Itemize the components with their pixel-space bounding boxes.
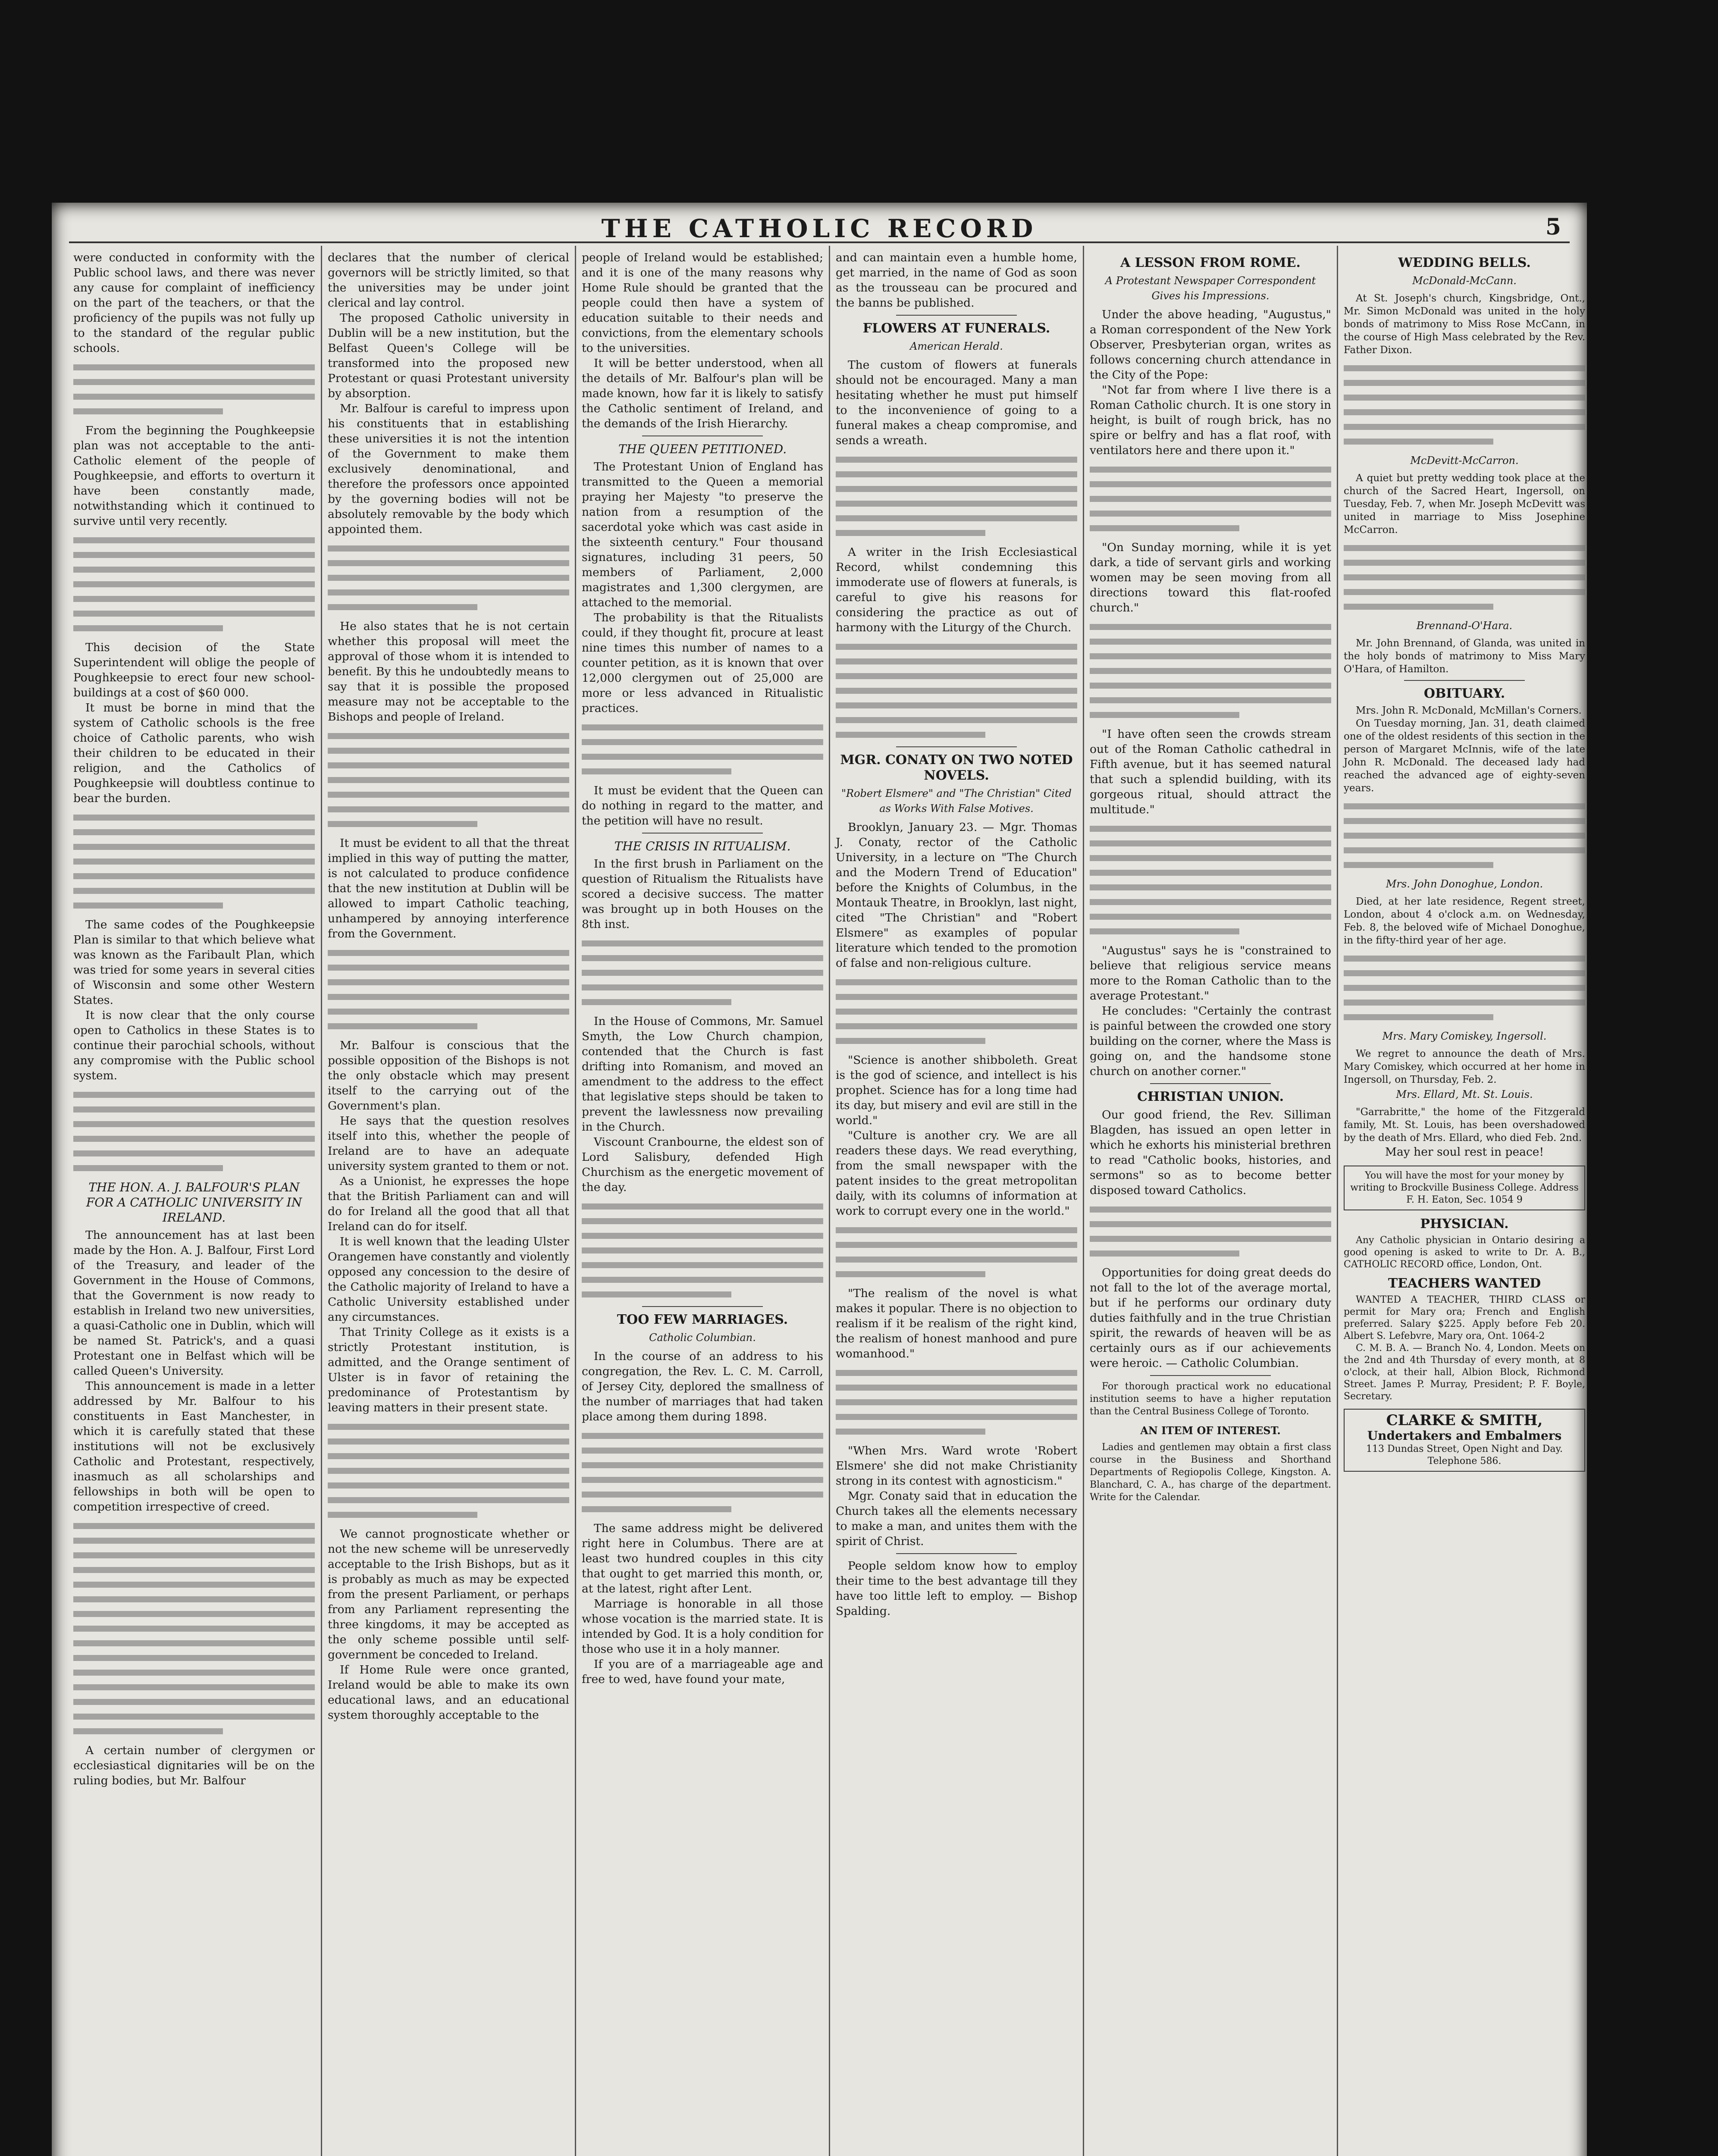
column-2 [328,250,569,1723]
section-heading: PHYSICIAN. [1420,1216,1509,1232]
text-lines [1344,956,1585,1020]
text-lines [582,1203,823,1297]
paragraph: It must be evident that the Queen can do nothing in regard to the matter, and the petition will have no result. [582,784,823,827]
section-heading: TOO FEW MARRIAGES. [617,1312,788,1327]
paragraph: were conducted in conformity with the Public school laws, and there was never any cause for complaint of inefficiency on the part of the teachers, or that the proficiency of the pupils was not fully up to the standard of the regular public schools. [73,251,315,355]
section-heading: A LESSON FROM ROME. [1120,255,1301,270]
paragraph: For thorough practical work no educational institution seems to have a higher reputation than the Central Business College of Toronto. [1090,1381,1331,1417]
subheading: Mrs. John Donoghue, London. [1386,878,1543,890]
section-heading: AN ITEM OF INTEREST. [1140,1424,1281,1437]
subheading: McDonald-McCann. [1412,275,1517,287]
paragraph: People seldom know how to employ their time to the best advantage till they have too little left to employ. — Bishop Spalding. [836,1559,1077,1618]
section-heading: WEDDING BELLS. [1398,255,1531,270]
text-lines [328,1424,569,1518]
section-heading: THE QUEEN PETITIONED. [618,442,787,456]
text-lines [836,979,1077,1044]
column-3 [582,250,823,1687]
paragraph: Viscount Cranbourne, the eldest son of Lord Salisbury, defended High Churchism as the energetic movement of the day. [582,1135,823,1194]
text-lines [73,1523,315,1734]
paragraph: "Culture is another cry. We are all readers these days. We read everything, from the small newspaper with the patent insides to the great metropolitan daily, with its columns of information at work to corrupt every one in the world." [836,1129,1077,1218]
column-1 [73,250,315,1788]
paragraph: "The realism of the novel is what makes it popular. There is no objection to realism if it be realism of the right kind, the realism of honest manhood and pure womanhood." [836,1287,1077,1360]
paragraph: The custom of flowers at funerals should not be encouraged. Many a man hesitating whether he must put himself to the inconvenience of going to a funeral makes a cheap compromise, and sends a wreath. [836,358,1077,447]
subheading: McDevitt-McCarron. [1410,454,1519,467]
paragraph: C. M. B. A. — Branch No. 4, London. Meets on the 2nd and 4th Thursday of every month, at 8 o'clock, at their hall, Albion Block, Richmond Street. James P. Murray, President; P. F. Boyle, Secretary. [1344,1343,1585,1402]
section-heading: MGR. CONATY ON TWO NOTED NOVELS. [840,752,1073,783]
divider [1404,680,1525,681]
page-number: 5 [1545,214,1561,240]
paragraph: This decision of the State Superintendent will oblige the people of Poughkeepsie to erect four new school-buildings at a cost of $60 000. [73,641,315,699]
paragraph: It is now clear that the only course open to Catholics in these States is to continue their parochial schools, without any compromise with the Public school system. [73,1009,315,1082]
text-lines [328,545,569,610]
paragraph: A certain number of clergymen or ecclesiastical dignitaries will be on the ruling bodies, but Mr. Balfour [73,1744,315,1787]
paragraph: WANTED A TEACHER, THIRD CLASS or permit for Mary ora; French and English preferred. Salary $225. Apply before Feb 20. Albert S. Lefebvre, Mary ora, Ont. 1064-2 [1344,1294,1585,1341]
paragraph: If you are of a marriageable age and free to wed, have found your mate, [582,1658,823,1686]
text-lines [1344,545,1585,610]
paragraph: The probability is that the Ritualists could, if they thought fit, procure at least nine times this number of names to a counter petition, as it is known that over 12,000 clergymen out of 25,000 are more or less advanced in Ritualistic practices. [582,611,823,715]
newspaper-title: THE CATHOLIC RECORD [601,214,1038,243]
text-lines [73,364,315,414]
paragraph: declares that the number of clerical governors will be strictly limited, so that the universities may be under joint clerical and lay control. [328,251,569,310]
column-rule [1083,246,1084,2156]
paragraph: Mrs. John R. McDonald, McMillan's Corners. [1356,705,1582,716]
paragraph: The announcement has at last been made by the Hon. A. J. Balfour, First Lord of the Treasury, and leader of the Government in the House of Commons, that the Government is now ready to establish in Ireland two new universities, a quasi-Catholic one in Dublin, which will be named St. Patrick's, and a quasi Protestant one in Belfast which will be called Queen's University. [73,1228,315,1378]
text-lines [73,1092,315,1171]
paragraph: As a Unionist, he expresses the hope that the British Parliament can and will do for Ireland all the good that all that Ireland can do for itself. [328,1175,569,1233]
paragraph: Mr. Balfour is conscious that the possible opposition of the Bishops is not the only obstacle which may present itself to the carrying out of the Government's plan. [328,1039,569,1112]
paragraph: It will be better understood, when all the details of Mr. Balfour's plan will be made known, how far it is likely to satisfy the Catholic sentiment of Ireland, and the demands of the Irish Hierarchy. [582,357,823,430]
divider [896,1553,1017,1554]
paragraph: That Trinity College as it exists is a strictly Protestant institution, is admitted, and the Orange sentiment of Ulster is in favor of retaining the predominance of Protestantism by leaving matters in their present state. [328,1326,569,1414]
subheading: Mrs. Mary Comiskey, Ingersoll. [1382,1030,1547,1042]
text-lines [1090,1206,1331,1257]
paragraph: Marriage is honorable in all those whose vocation is the married state. It is intended by God. It is a holy condition for those who use it in a holy manner. [582,1597,823,1656]
paragraph: It must be evident to all that the threat implied in this way of putting the matter, is not calculated to produce confidence that the new institution at Dublin will be allowed to impart Catholic teaching, unhampered by annoying interference from the Government. [328,837,569,940]
paragraph: "I have often seen the crowds stream out of the Roman Catholic cathedral in Fifth avenue, but it has seemed natural that such a splendid building, with its gorgeous ritual, should attract the multitude." [1090,727,1331,816]
column-rule [1337,246,1338,2156]
text-lines [582,1433,823,1512]
paragraph: Our good friend, the Rev. Silliman Blagden, has issued an open letter in which he exhorts his ministerial brethren to read "Catholic books, histories, and sermons" so as to become better disposed toward Catholics. [1090,1108,1331,1197]
paragraph: It must be borne in mind that the system of Catholic schools is the free choice of Catholic parents, who wish their children to be educated in their religion, and the Catholics of Poughkeepsie will doubtless continue to bear the burden. [73,701,315,805]
source-line: American Herald. [910,340,1003,352]
column-rule [829,246,830,2156]
text-lines [73,537,315,631]
paragraph: It is well known that the leading Ulster Orangemen have constantly and violently opposed any concession to the desire of the Catholic majority of Ireland to have a Catholic University established under any circumstances. [328,1235,569,1324]
paragraph: "When Mrs. Ward wrote 'Robert Elsmere' she did not make Christianity strong in its contest with agnosticism." [836,1444,1077,1488]
paragraph: If Home Rule were once granted, Ireland would be able to make its own educational laws, and an educational system thoroughly acceptable to the [328,1663,569,1722]
divider [896,315,1017,316]
text-lines [1344,365,1585,445]
paragraph: and can maintain even a humble home, get married, in the name of God as soon as the trousseau can be procured and the banns be published. [836,251,1077,310]
paragraph: In the course of an address to his congregation, the Rev. L. C. M. Carroll, of Jersey City, deplored the smallness of the number of marriages that had taken place among them during 1898. [582,1350,823,1423]
paragraph: "Augustus" says he is "constrained to believe that religious service means more to the Roman Catholic than to the average Protestant." [1090,944,1331,1003]
undertaker-advertisement [1344,1409,1585,1472]
paragraph: At St. Joseph's church, Kingsbridge, Ont., Mr. Simon McDonald was united in the holy bonds of matrimony to Miss Rose McCann, in the course of High Mass celebrated by the Rev. Father Dixon. [1344,293,1585,356]
paragraph: Mr. John Brennand, of Glanda, was united in the holy bonds of matrimony to Miss Mary O'Hara, of Hamilton. [1344,638,1585,675]
paragraph: people of Ireland would be established; and it is one of the many reasons why Home Rule should be granted that the people could then have a system of education suitable to their needs and convictions, from the elementary schools to the universities. [582,251,823,355]
section-heading: CHRISTIAN UNION. [1137,1089,1284,1104]
divider [896,746,1017,747]
paragraph: In the House of Commons, Mr. Samuel Smyth, the Low Church champion, contended that the Church is fast drifting into Romanism, and moved an amendment to the address to the effect that legislative steps should be taken to prevent the lawlessness now prevailing in the Church. [582,1015,823,1134]
divider [642,1306,763,1307]
paragraph: We cannot prognosticate whether or not the new scheme will be unreservedly acceptable to the Irish Bishops, but as it is probably as much as may be expected from the present Parliament, or perhaps from any Parliament representing the three kingdoms, it may be accepted as the only scheme possible until self-government be conceded to Ireland. [328,1527,569,1661]
text-lines [836,457,1077,536]
paragraph: "On Sunday morning, while it is yet dark, a tide of servant girls and working women may be seen moving from all directions toward this flat-roofed church." [1090,541,1331,614]
paragraph: Under the above heading, "Augustus," a Roman correspondent of the New York Observer, Presbyterian organ, writes as follows concerning church attendance in the City of the Pope: [1090,308,1331,382]
section-heading: OBITUARY. [1423,686,1505,701]
section-heading: TEACHERS WANTED [1388,1276,1541,1291]
paragraph: He concludes: "Certainly the contrast is painful between the crowded one story building on the corner, where the Mass is going on, and the handsome stone church on another corner." [1090,1004,1331,1078]
text-lines [73,815,315,909]
column-4 [836,250,1077,1619]
text-lines [582,940,823,1005]
text-lines [582,724,823,774]
text-lines [836,644,1077,738]
paragraph: A quiet but pretty wedding took place at the church of the Sacred Heart, Ingersoll, on Tuesday, Feb. 7, when Mr. Joseph McDevitt was united in marriage to Miss Josephine McCarron. [1344,473,1585,536]
column-rule [321,246,322,2156]
column-rule [575,246,576,2156]
paragraph: This announcement is made in a letter addressed by Mr. Balfour to his constituents in East Manchester, in which it is carefully stated that these institutions will not be exclusively Catholic and Protestant, respectively, inasmuch as all scholarships and fellowships in both will be open to competition irrespective of creed. [73,1379,315,1514]
paragraph: The proposed Catholic university in Dublin will be a new institution, but the Belfast Queen's College will be transformed into the proposed new Protestant or quasi Protestant university by absorption. [328,311,569,400]
text-lines [328,733,569,827]
section-heading: THE CRISIS IN RITUALISM. [614,839,791,853]
paragraph: Any Catholic physician in Ontario desiring a good opening is asked to write to Dr. A. B., CATHOLIC RECORD office, London, Ont. [1344,1235,1585,1270]
paragraph: "Not far from where I live there is a Roman Catholic church. It is one story in height, is built of rough brick, has no spire or belfry and has a flat roof, with ventilators here and there upon it." [1090,383,1331,457]
paragraph: The same address might be delivered right here in Columbus. There are at least two hundred couples in this city that ought to get married this month, or, at the latest, right after Lent. [582,1522,823,1595]
paragraph: Died, at her late residence, Regent street, London, about 4 o'clock a.m. on Wednesday, Feb. 8, the beloved wife of Michael Donoghue, in the fifty-third year of her age. [1344,896,1585,946]
paragraph: "Garrabritte," the home of the Fitzgerald family, Mt. St. Louis, has been overshadowed by the death of Mrs. Ellard, who died Feb. 2nd. [1344,1106,1585,1144]
ad-text: You will have the most for your money by writing to Brockville Business College. Address F. H. Eaton, Sec. 1054 9 [1350,1170,1579,1205]
paragraph: The same codes of the Poughkeepsie Plan is similar to that which believe what was known as the Faribault Plan, which was tried for some years in several cities of Wisconsin and some other Western States. [73,918,315,1007]
paragraph: A writer in the Irish Ecclesiastical Record, whilst condemning this immoderate use of flowers at funerals, is careful to give his reasons for considering the practice as out of harmony with the Liturgy of the Church. [836,545,1077,634]
subheading: Brennand-O'Hara. [1416,620,1513,632]
advertisement [1344,1166,1585,1210]
divider [642,833,763,834]
text-lines [836,1370,1077,1435]
paragraph: We regret to announce the death of Mrs. Mary Comiskey, which occurred at her home in Ingersoll, on Thursday, Feb. 2. [1344,1048,1585,1085]
ad-business-line: Undertakers and Embalmers [1367,1429,1562,1443]
masthead [69,211,1570,243]
section-heading: FLOWERS AT FUNERALS. [862,321,1050,336]
text-lines [1344,803,1585,868]
closing-line: May her soul rest in peace! [1385,1145,1544,1159]
paragraph: Brooklyn, January 23. — Mgr. Thomas J. Conaty, rector of the Catholic University, in a lecture on "The Church and the Modern Trend of Education" before the Knights of Columbus, in the Montauk Theatre, in Brooklyn, last night, cited "The Christian" and "Robert Elsmere" as examples of popular literature which tended to the promotion of false and non-religious culture. [836,821,1077,970]
text-lines [1090,624,1331,718]
paragraph: Opportunities for doing great deeds do not fall to the lot of the average mortal, but if he performs our ordinary duty duties faithfully and in the true Christian spirit, the rewards of heaven will be as certainly ours as if our achievements were heroic. — Catholic Columbian. [1090,1266,1331,1370]
column-5 [1090,250,1331,1504]
newspaper-page [52,203,1587,2156]
ad-address: 113 Dundas Street, Open Night and Day. Telephone 586. [1366,1444,1563,1467]
paragraph: In the first brush in Parliament on the question of Ritualism the Ritualists have scored a decisive success. The matter was brought up in both Houses on the 8th inst. [582,857,823,931]
paragraph: From the beginning the Poughkeepsie plan was not acceptable to the anti-Catholic element of the people of Poughkeepsie, and efforts to overturn it have been constantly made, notwithstanding which it continued to survive until very recently. [73,424,315,528]
paragraph: Mr. Balfour is careful to impress upon his constituents that in establishing these universities it is not the intention of the Government to make them exclusively denominational, and therefore the professors once appointed by the governing bodies will not be absolutely removable by the body which appointed them. [328,402,569,536]
subheading: "Robert Elsmere" and "The Christian" Cited as Works With False Motives. [841,787,1072,815]
subheading: A Protestant Newspaper Correspondent Gives his Impressions. [1105,275,1316,302]
divider [1150,1083,1271,1084]
text-lines [836,1227,1077,1277]
paragraph: On Tuesday morning, Jan. 31, death claimed one of the oldest residents of this section in the person of Margaret McInnis, wife of the late John R. McDonald. The deceased lady had reached the advanced age of eighty-seven years. [1344,718,1585,794]
source-line: Catholic Columbian. [649,1332,756,1344]
subheading: Mrs. Ellard, Mt. St. Louis. [1396,1088,1533,1100]
section-heading: THE HON. A. J. BALFOUR'S PLAN FOR A CATHOLIC UNIVERSITY IN IRELAND. [86,1180,302,1225]
divider [1150,1375,1271,1376]
text-lines [328,950,569,1029]
paragraph: Ladies and gentlemen may obtain a first class course in the Business and Shorthand Departments of Regiopolis College, Kingston. A. Blanchard, C. A., has charge of the department. Write for the Calendar. [1090,1442,1331,1503]
text-lines [1090,467,1331,531]
paragraph: He says that the question resolves itself into this, whether the people of Ireland are to have an adequate university system granted to them or not. [328,1114,569,1173]
paragraph: "Science is another shibboleth. Great is the god of science, and intellect is his prophet. Science has for a long time had its day, but misery and evil are still in the world." [836,1053,1077,1127]
text-lines [1090,826,1331,934]
column-6 [1344,250,1585,1478]
paragraph: Mgr. Conaty said that in education the Church takes all the elements necessary to make a man, and unites them with the spirit of Christ. [836,1489,1077,1548]
paragraph: The Protestant Union of England has transmitted to the Queen a memorial praying her Majesty "to preserve the nation from a resumption of the sacerdotal yoke which was cast aside in the sixteenth century." Four thousand signatures, including 31 peers, 50 members of Parliament, 2,000 magistrates and 1,300 clergymen, are attached to the memorial. [582,460,823,609]
paragraph: He also states that he is not certain whether this proposal will meet the approval of those whom it is intended to benefit. By this he undoubtedly means to say that it is possible the proposed measure may not be acceptable to the Bishops and people of Ireland. [328,620,569,724]
ad-business-name: CLARKE & SMITH, [1386,1412,1543,1429]
